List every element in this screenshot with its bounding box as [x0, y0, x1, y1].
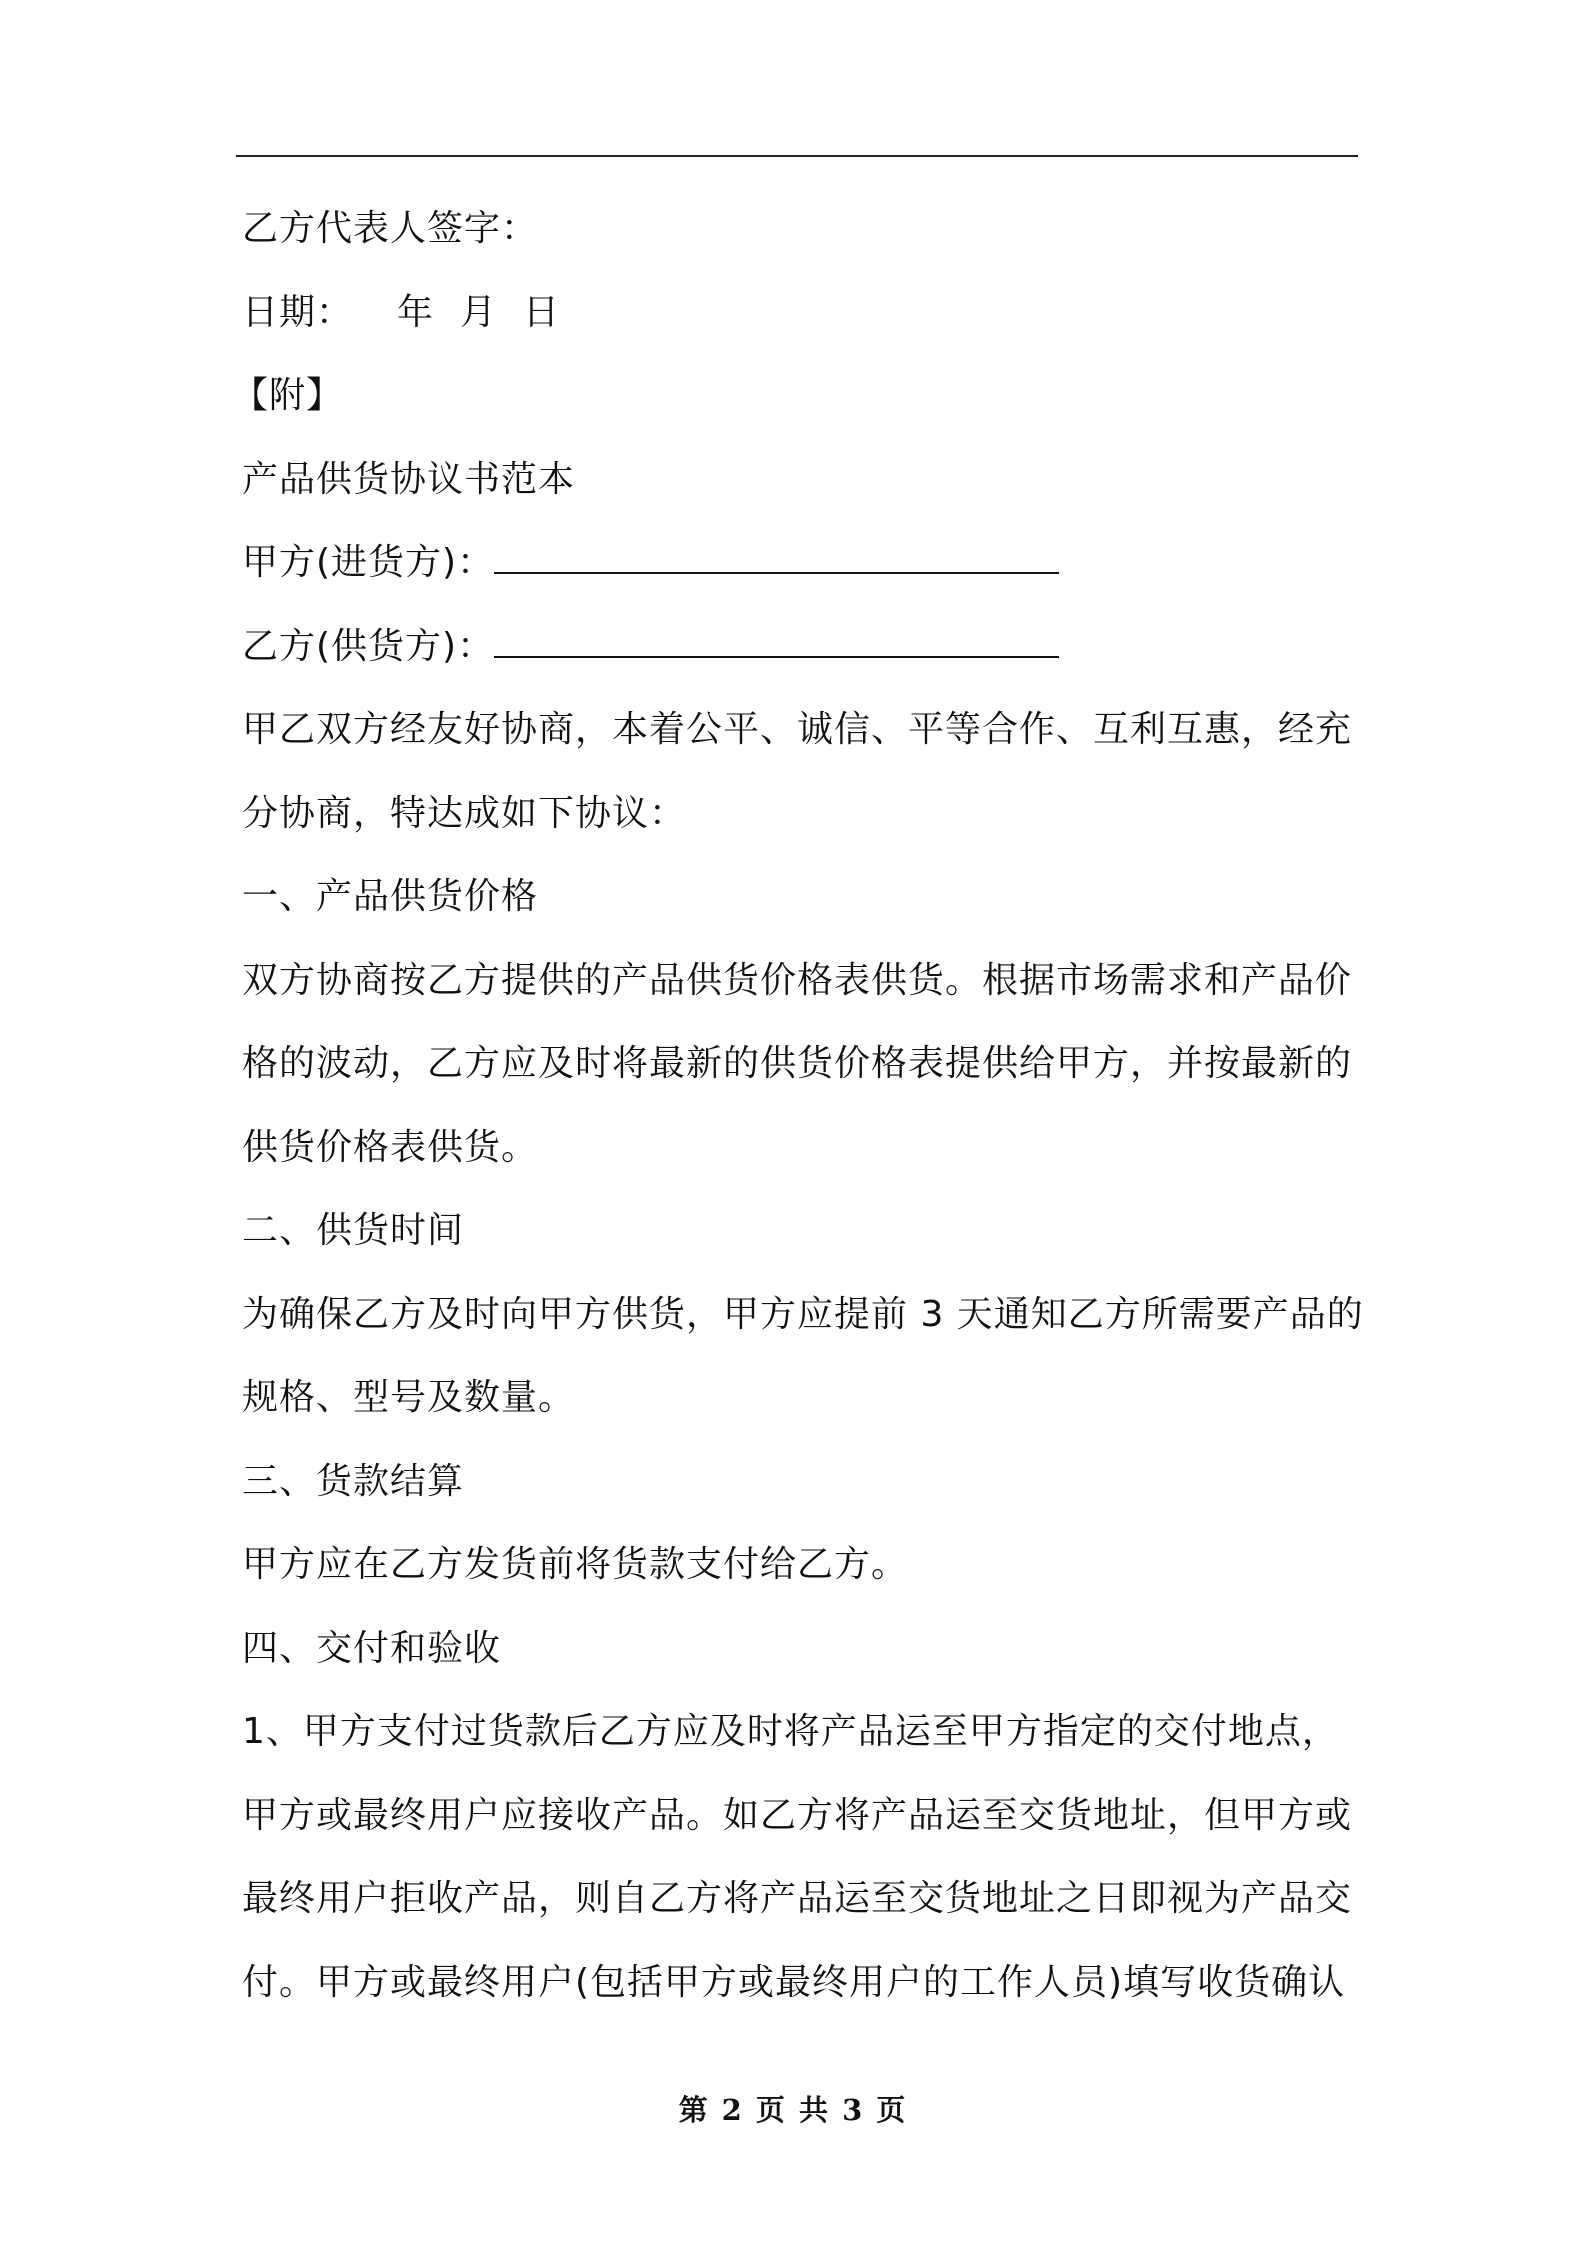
section-heading: 三、货款结算 — [242, 1460, 465, 1502]
date-line — [242, 282, 1354, 366]
date-month: 月 — [460, 291, 498, 333]
paragraph-line: 付。甲方或最终用户(包括甲方或最终用户的工作人员)填写收货确认 — [242, 1961, 1346, 2003]
paragraph-line: 为确保乙方及时向甲方供货，甲方应提前 3 天通知乙方所需要产品的 — [242, 1293, 1364, 1335]
intro-line: 甲乙双方经友好协商，本着公平、诚信、平等合作、互利互惠，经充 — [242, 709, 1353, 750]
party-b-label: 乙方(供货方)： — [242, 625, 495, 667]
party-a-line — [242, 532, 1354, 616]
paragraph-line: 1、甲方支付过货款后乙方应及时将产品运至甲方指定的交付地点， — [242, 1711, 1339, 1752]
header-divider — [236, 155, 1358, 157]
paragraph-line: 双方协商按乙方提供的产品供货价格表供货。根据市场需求和产品价 — [242, 959, 1353, 1001]
date-day: 日 — [523, 291, 561, 333]
paragraph-line: 甲方或最终用户应接收产品。如乙方将产品运至交货地址，但甲方或 — [242, 1794, 1353, 1836]
signature-line: 乙方代表人签字： — [242, 208, 539, 249]
section-heading: 四、交付和验收 — [242, 1627, 502, 1669]
paragraph-line: 最终用户拒收产品，则自乙方将产品运至交货地址之日即视为产品交 — [242, 1878, 1353, 1919]
paragraph-line: 格的波动，乙方应及时将最新的供货价格表提供给甲方，并按最新的 — [242, 1043, 1353, 1084]
party-a-label: 甲方(进货方)： — [242, 542, 495, 583]
document-title: 产品供货协议书范本 — [242, 458, 576, 500]
section-heading: 二、供货时间 — [242, 1210, 465, 1251]
page-indicator: 第 2 页 共 3 页 — [678, 2093, 908, 2127]
date-label: 日期： — [242, 291, 354, 333]
paragraph-line: 规格、型号及数量。 — [242, 1377, 576, 1418]
party-a-blank — [494, 546, 1059, 574]
section-heading: 一、产品供货价格 — [242, 876, 539, 917]
intro-line: 分协商，特达成如下协议： — [242, 792, 687, 834]
date-year: 年 — [397, 291, 435, 333]
document-body — [232, 198, 1364, 2035]
party-b-line — [242, 616, 1354, 700]
paragraph-line: 甲方应在乙方发货前将货款支付给乙方。 — [242, 1544, 909, 1585]
paragraph-line: 供货价格表供货。 — [242, 1126, 539, 1168]
party-b-blank — [494, 630, 1059, 658]
appendix-label: 【附】 — [232, 375, 344, 416]
